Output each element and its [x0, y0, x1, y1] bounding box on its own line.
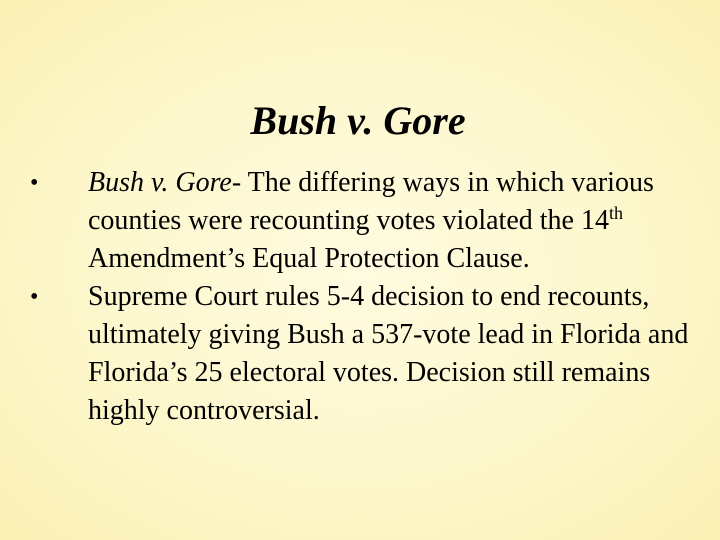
bullet-text-part: Amendment’s Equal Protection Clause.: [88, 243, 530, 274]
bullet-list: [30, 164, 690, 430]
bullet-marker: •: [30, 170, 39, 196]
ordinal-suffix: th: [608, 203, 623, 223]
case-name: Bush v. Gore: [88, 167, 232, 198]
bullet-item-decision: [30, 278, 690, 430]
bullet-text: [88, 167, 654, 274]
bullet-text: Supreme Court rules 5-4 decision to end recounts, ultimately giving Bush a 537-vote lead in Florida and Florida’s 25 electoral votes. Decision still remains highly controversial.: [88, 281, 689, 426]
slide-title: Bush v. Gore: [250, 97, 466, 143]
bullet-item-ruling: [30, 164, 690, 278]
bullet-text-part: - The differing ways in which various counties were recounting votes violated the 14: [88, 167, 654, 236]
bullet-marker: •: [30, 284, 39, 310]
